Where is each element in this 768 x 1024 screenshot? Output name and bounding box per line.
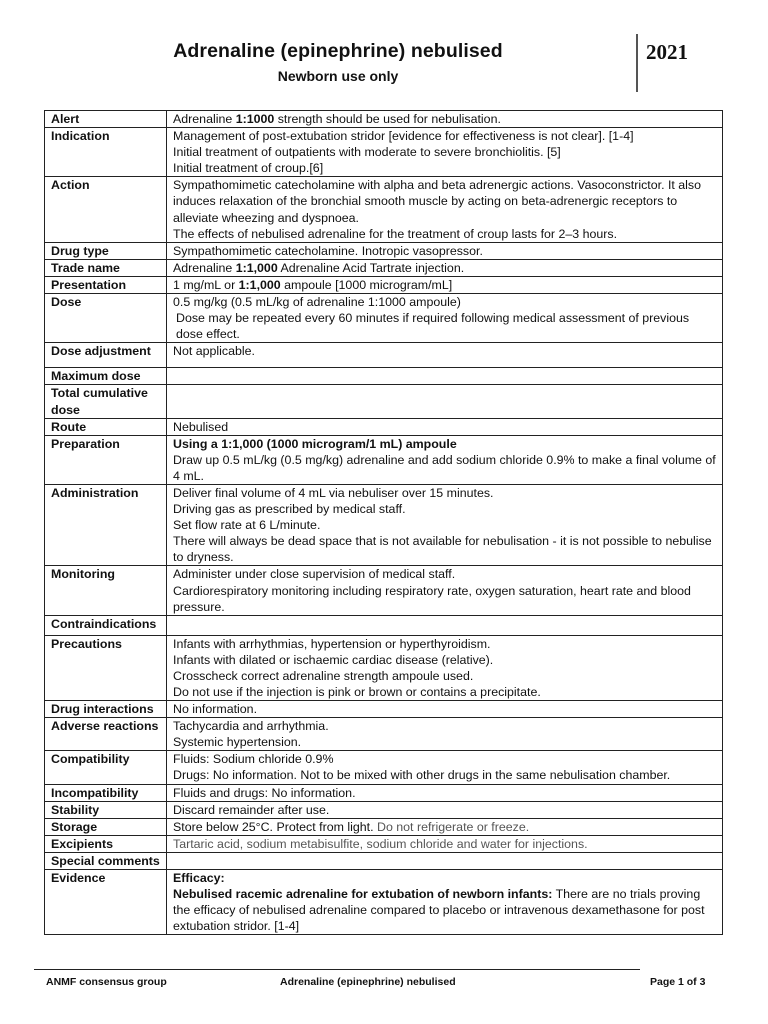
row-value: Sympathomimetic catecholamine. Inotropic vasopressor.	[167, 242, 723, 259]
row-value: Sympathomimetic catecholamine with alpha and beta adrenergic actions. Vasoconstrictor. It also induces relaxation of the bronchial smooth muscle by acting on beta-adrenergic receptors to alleviate wheezing and dyspnoea. The effects of nebulised adrenaline for the treatment of croup lasts for 2–3 hours.	[167, 177, 723, 242]
row-label: Incompatibility	[45, 784, 167, 801]
row-label: Presentation	[45, 276, 167, 293]
footer-document-title: Adrenaline (epinephrine) nebulised	[280, 976, 456, 988]
row-label: Action	[45, 177, 167, 242]
row-value	[167, 852, 723, 869]
page-title: Adrenaline (epinephrine) nebulised	[173, 40, 503, 62]
row-label: Trade name	[45, 259, 167, 276]
table-row-incompatibility	[45, 784, 723, 801]
table-row-trade-name	[45, 259, 723, 276]
row-value: 1 mg/mL or 1:1,000 ampoule [1000 microgram/mL]	[167, 276, 723, 293]
row-label: Indication	[45, 128, 167, 177]
row-label: Evidence	[45, 870, 167, 935]
table-row-special-comments	[45, 852, 723, 869]
row-label: Storage	[45, 818, 167, 835]
table-row-administration	[45, 484, 723, 565]
row-value: Fluids: Sodium chloride 0.9% Drugs: No information. Not to be mixed with other drugs in the same nebulisation chamber.	[167, 751, 723, 784]
table-row-drug-interactions	[45, 701, 723, 718]
drug-monograph-table	[44, 110, 723, 935]
table-row-route	[45, 418, 723, 435]
row-value: No information.	[167, 701, 723, 718]
row-label: Maximum dose	[45, 368, 167, 385]
page-subtitle: Newborn use only	[277, 68, 399, 84]
row-value: 0.5 mg/kg (0.5 mL/kg of adrenaline 1:1000 ampoule) Dose may be repeated every 60 minutes if required following medical assessment of previous dose effect.	[167, 294, 723, 343]
row-value	[167, 615, 723, 635]
row-label: Dose	[45, 294, 167, 343]
table-row-evidence	[45, 870, 723, 935]
row-value: Management of post-extubation stridor [evidence for effectiveness is not clear]. [1-4] Initial treatment of outpatients with moderate to severe bronchiolitis. [5] Initial treatment of croup.[6]	[167, 128, 723, 177]
row-value: Administer under close supervision of medical staff. Cardiorespiratory monitoring including respiratory rate, oxygen saturation, heart rate and blood pressure.	[167, 566, 723, 615]
row-label: Administration	[45, 484, 167, 565]
table-row-precautions	[45, 635, 723, 700]
header-divider	[636, 34, 638, 92]
table-row-alert	[45, 111, 723, 128]
footer-page-number: Page 1 of 3	[650, 976, 706, 988]
table-row-stability	[45, 801, 723, 818]
table-row-compatibility	[45, 751, 723, 784]
table-row-drug-type	[45, 242, 723, 259]
footer-group-name: ANMF consensus group	[46, 976, 167, 988]
table-row-contraindications	[45, 615, 723, 635]
row-label: Compatibility	[45, 751, 167, 784]
row-label: Route	[45, 418, 167, 435]
row-label: Monitoring	[45, 566, 167, 615]
row-label: Special comments	[45, 852, 167, 869]
row-value: Infants with arrhythmias, hypertension or hyperthyroidism. Infants with dilated or ischaemic cardiac disease (relative). Crosscheck correct adrenaline strength ampoule used. Do not use if the injection is pink or brown or contains a precipitate.	[167, 635, 723, 700]
document-header	[40, 36, 728, 92]
row-label: Drug interactions	[45, 701, 167, 718]
table-row-indication	[45, 128, 723, 177]
row-value: Not applicable.	[167, 343, 723, 368]
row-label: Adverse reactions	[45, 718, 167, 751]
row-label: Drug type	[45, 242, 167, 259]
row-label: Alert	[45, 111, 167, 128]
row-value: Fluids and drugs: No information.	[167, 784, 723, 801]
row-value: Tachycardia and arrhythmia. Systemic hypertension.	[167, 718, 723, 751]
table-row-excipients	[45, 835, 723, 852]
footer-rule	[34, 969, 640, 970]
row-value: Tartaric acid, sodium metabisulfite, sodium chloride and water for injections.	[167, 835, 723, 852]
table-row-total-cumulative-dose	[45, 385, 723, 418]
table-row-storage	[45, 818, 723, 835]
row-label: Contraindications	[45, 615, 167, 635]
table-row-dose	[45, 294, 723, 343]
row-value: Store below 25°C. Protect from light. Do not refrigerate or freeze.	[167, 818, 723, 835]
row-value: Deliver final volume of 4 mL via nebuliser over 15 minutes. Driving gas as prescribed by medical staff. Set flow rate at 6 L/minute. There will always be dead space that is not available for nebulisation - it is not possible to nebulise to dryness.	[167, 484, 723, 565]
row-value: Nebulised	[167, 418, 723, 435]
row-label: Dose adjustment	[45, 343, 167, 368]
row-value: Using a 1:1,000 (1000 microgram/1 mL) ampoule Draw up 0.5 mL/kg (0.5 mg/kg) adrenaline and add sodium chloride 0.9% to make a final volume of 4 mL.	[167, 435, 723, 484]
row-label: Precautions	[45, 635, 167, 700]
table-row-monitoring	[45, 566, 723, 615]
table-row-adverse-reactions	[45, 718, 723, 751]
row-label: Stability	[45, 801, 167, 818]
row-value: Adrenaline 1:1,000 Adrenaline Acid Tartrate injection.	[167, 259, 723, 276]
row-value	[167, 368, 723, 385]
row-value	[167, 385, 723, 418]
table-row-presentation	[45, 276, 723, 293]
table-row-action	[45, 177, 723, 242]
row-value: Efficacy: Nebulised racemic adrenaline for extubation of newborn infants: There are no trials proving the efficacy of nebulised adrenaline compared to placebo or intravenous dexamethasone for post extubation stridor. [1-4]	[167, 870, 723, 935]
table-row-dose-adjustment	[45, 343, 723, 368]
row-value: Discard remainder after use.	[167, 801, 723, 818]
row-label: Total cumulative dose	[45, 385, 167, 418]
row-value: Adrenaline 1:1000 strength should be used for nebulisation.	[167, 111, 723, 128]
year-label: 2021	[646, 40, 688, 64]
row-label: Excipients	[45, 835, 167, 852]
table-row-preparation	[45, 435, 723, 484]
row-label: Preparation	[45, 435, 167, 484]
table-row-maximum-dose	[45, 368, 723, 385]
